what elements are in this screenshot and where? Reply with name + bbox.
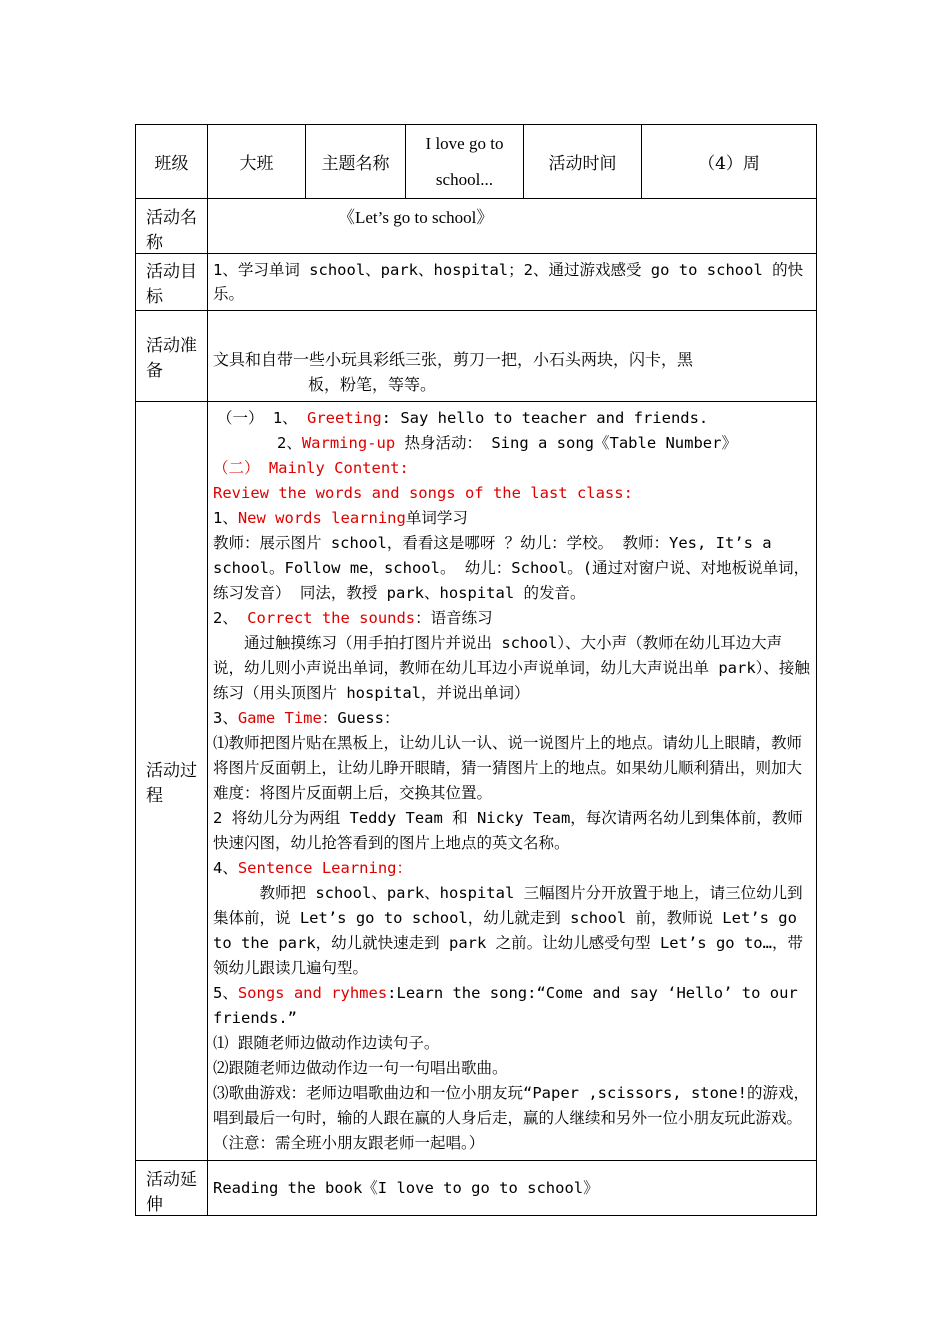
songs-heading: 5、Songs and ryhmes:Learn the song:“Come and say ‘Hello’ to our friends.” (213, 984, 798, 1027)
greeting-line: （一） 1、 Greeting: Say hello to teacher and friends. (217, 409, 709, 427)
extension-value: Reading the book《I love to go to school》 (208, 1161, 817, 1216)
activity-name-label: 活动名称 (136, 199, 208, 254)
sentence-learning-paragraph: 教师把 school、park、hospital 三幅图片分开放置于地上，请三位幼儿到集体前，说 Let’s go to school，幼儿就走到 school 前，教师说 Let’s go to the park，幼儿就快速走到 park 之前。让幼儿感受句型 Let’s go to…，带领幼儿跟读几遍句型。 (213, 884, 803, 977)
process-row (136, 402, 817, 1161)
theme-value-line1: I love go to (425, 133, 504, 153)
lesson-plan-table (135, 124, 816, 1216)
game-time-heading: 3、Game Time：Guess： (213, 709, 400, 727)
mainly-content-heading: （二） Mainly Content: (213, 459, 409, 477)
class-value: 大班 (208, 125, 306, 199)
preparation-value (208, 311, 817, 402)
process-content (208, 402, 817, 1161)
review-heading: Review the words and songs of the last class: (213, 484, 633, 502)
game-step-1: ⑴教师把图片贴在黑板上，让幼儿认一认、说一说图片上的地点。请幼儿上眼睛，教师将图片反面朝上，让幼儿睁开眼睛，猜一猜图片上的地点。如果幼儿顺利猜出，则加大难度：将图片反面朝上后，交换其位置。 (213, 734, 803, 802)
activity-name-value: 《Let’s go to school》 (208, 199, 817, 254)
preparation-label: 活动准备 (136, 311, 208, 402)
goal-row (136, 254, 817, 311)
class-label: 班级 (136, 125, 208, 199)
preparation-line2: 板，粉笔，等等。 (308, 375, 437, 394)
time-label: 活动时间 (524, 125, 642, 199)
activity-name-row (136, 199, 817, 254)
process-label: 活动过程 (136, 402, 208, 1161)
song-step-3: ⑶歌曲游戏：老师边唱歌曲边和一位小朋友玩“Paper ,scissors, stone!的游戏，唱到最后一句时，输的人跟在赢的人身后走，赢的人继续和另外一位小朋友玩此游戏。（注意：需全班小朋友跟老师一起唱。） (213, 1084, 809, 1152)
sentence-learning-heading: 4、Sentence Learning： (213, 859, 412, 877)
new-words-paragraph: 教师：展示图片 school，看看这是哪呀 ？幼儿：学校。 教师：Yes, It’s a school。Follow me，school。 幼儿：School。(通过对窗户说、对地板说单词，练习发音） 同法，教授 park、hospital 的发音。 (213, 534, 810, 602)
header-row (136, 125, 817, 199)
extension-row (136, 1161, 817, 1216)
preparation-line1: 文具和自带一些小玩具彩纸三张，剪刀一把，小石头两块，闪卡，黑 (213, 350, 694, 369)
new-words-heading: 1、New words learning单词学习 (213, 509, 468, 527)
theme-label: 主题名称 (306, 125, 406, 199)
preparation-row (136, 311, 817, 402)
time-value: （4）周 (642, 125, 817, 199)
song-step-1: ⑴ 跟随老师边做动作边读句子。 (213, 1034, 440, 1052)
goal-label: 活动目标 (136, 254, 208, 311)
goal-value: 1、学习单词 school、park、hospital；2、通过游戏感受 go to school 的快乐。 (208, 254, 817, 311)
game-step-2: 2 将幼儿分为两组 Teddy Team 和 Nicky Team，每次请两名幼儿到集体前，教师快速闪图，幼儿抢答看到的图片上地点的英文名称。 (213, 809, 803, 852)
extension-label: 活动延伸 (136, 1161, 208, 1216)
correct-sounds-heading: 2、 Correct the sounds：语音练习 (213, 609, 493, 627)
correct-sounds-paragraph: 通过触摸练习（用手拍打图片并说出 school）、大小声（教师在幼儿耳边大声说，幼儿则小声说出单词，教师在幼儿耳边小声说单词，幼儿大声说出单 park）、接触练习（用头顶图片 hospital，并说出单词） (213, 634, 810, 702)
theme-value (406, 125, 524, 199)
theme-value-line2: school... (435, 169, 494, 189)
warmup-line: 2、Warming-up 热身活动： Sing a song《Table Number》 (277, 434, 737, 452)
song-step-2: ⑵跟随老师边做动作边一句一句唱出歌曲。 (213, 1059, 508, 1077)
